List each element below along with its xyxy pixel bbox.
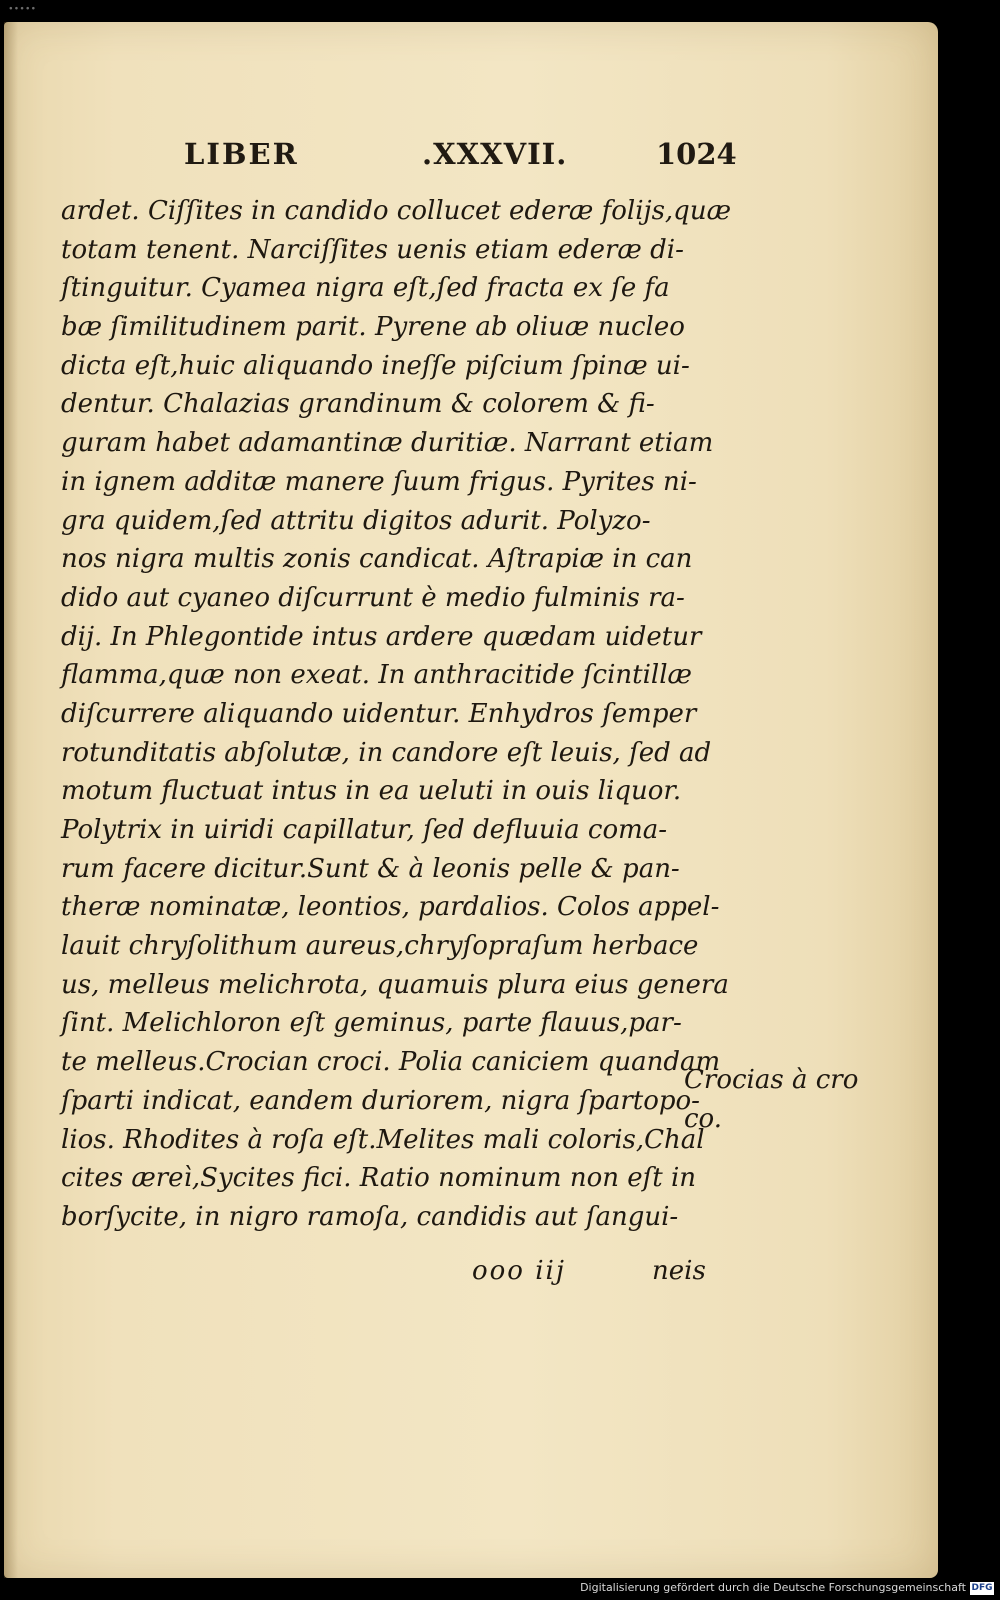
text-line: guram habet adamantinæ duritiæ. Narrant etiam <box>61 428 714 459</box>
text-line: ſint. Melichloron eſt geminus, parte flauus,par- <box>61 1008 682 1039</box>
dfg-logo: DFG <box>971 1583 993 1593</box>
text-line: theræ nominatæ, leontios, pardalios. Colos appel- <box>61 892 720 923</box>
running-header <box>4 137 938 177</box>
text-line: dij. In Phlegontide intus ardere quædam uidetur <box>61 621 702 652</box>
catchline <box>4 1256 938 1296</box>
text-line: ardet. Ciſſites in candido collucet ederæ folijs,quæ <box>61 196 732 226</box>
footer-bar <box>0 1578 1000 1600</box>
page-gutter-shadow <box>4 22 18 1578</box>
text-line: us, melleus melichrota, quamuis plura eius genera <box>61 969 729 1000</box>
text-line: cites æreì,Sycites fici. Ratio nominum non eſt in <box>61 1163 697 1194</box>
text-line: Polytrix in uiridi capillatur, ſed defluuia coma- <box>61 815 668 845</box>
text-line: lios. Rhodites à roſa eſt.Melites mali coloris,Chal <box>61 1124 705 1155</box>
header-book-number: .XXXVII. <box>422 137 568 171</box>
catchword: neis <box>652 1256 706 1286</box>
text-line: bæ ſimilitudinem parit. Pyrene ab oliuæ nucleo <box>61 312 685 343</box>
marginal-note <box>684 1061 874 1138</box>
text-line: diſcurrere aliquando uidentur. Enhydros ſemper <box>61 698 697 729</box>
marginal-note-line: Crocias à cro <box>684 1065 859 1095</box>
text-line: totam tenent. Narciſſites uenis etiam ederæ di- <box>61 234 684 265</box>
text-line: borſycite, in nigro ramoſa, candidis aut ſangui- <box>61 1201 679 1232</box>
text-line: ſtinguitur. Cyamea nigra eſt,ſed fracta ex ſe fa <box>61 273 670 304</box>
text-line: lauit chryſolithum aureus,chryſopraſum herbace <box>61 931 699 962</box>
marginal-note-line: co. <box>684 1103 723 1134</box>
text-line: gra quidem,ſed attritu digitos adurit. Polyzo- <box>61 505 651 536</box>
header-liber: LIBER <box>184 137 299 171</box>
text-line: in ignem additæ manere ſuum frigus. Pyrites ni- <box>61 466 697 497</box>
text-line: rum facere dicitur.Sunt & à leonis pelle & pan- <box>61 853 680 884</box>
text-line: dido aut cyaneo diſcurrunt è medio fulminis ra- <box>61 582 685 613</box>
signature-mark: ooo iij <box>472 1256 566 1286</box>
body-text <box>61 192 732 1237</box>
text-line: te melleus.Crocian croci. Polia caniciem quandam <box>61 1047 721 1078</box>
text-line: rotunditatis abſolutæ, in candore eſt leuis, ſed ad <box>61 737 712 768</box>
text-line: ſparti indicat, eandem duriorem, nigra ſpartopo- <box>61 1085 700 1116</box>
text-line: dentur. Chalazias grandinum & colorem & fi- <box>61 389 655 420</box>
header-page-number: 1024 <box>656 137 737 171</box>
text-line: motum fluctuat intus in ea ueluti in ouis liquor. <box>61 776 682 807</box>
footer-credit: Digitalisierung gefördert durch die Deutsche Forschungsgemeinschaft <box>580 1581 966 1594</box>
scan-corner-mark: ∙∙∙∙∙ <box>8 4 37 14</box>
text-line: flamma,quæ non exeat. In anthracitide ſcintillæ <box>61 660 692 691</box>
text-line: dicta eſt,huic aliquando ineſſe piſcium ſpinæ ui- <box>61 350 690 381</box>
book-page <box>4 22 938 1578</box>
text-line: nos nigra multis zonis candicat. Aſtrapiæ in can <box>61 544 693 575</box>
